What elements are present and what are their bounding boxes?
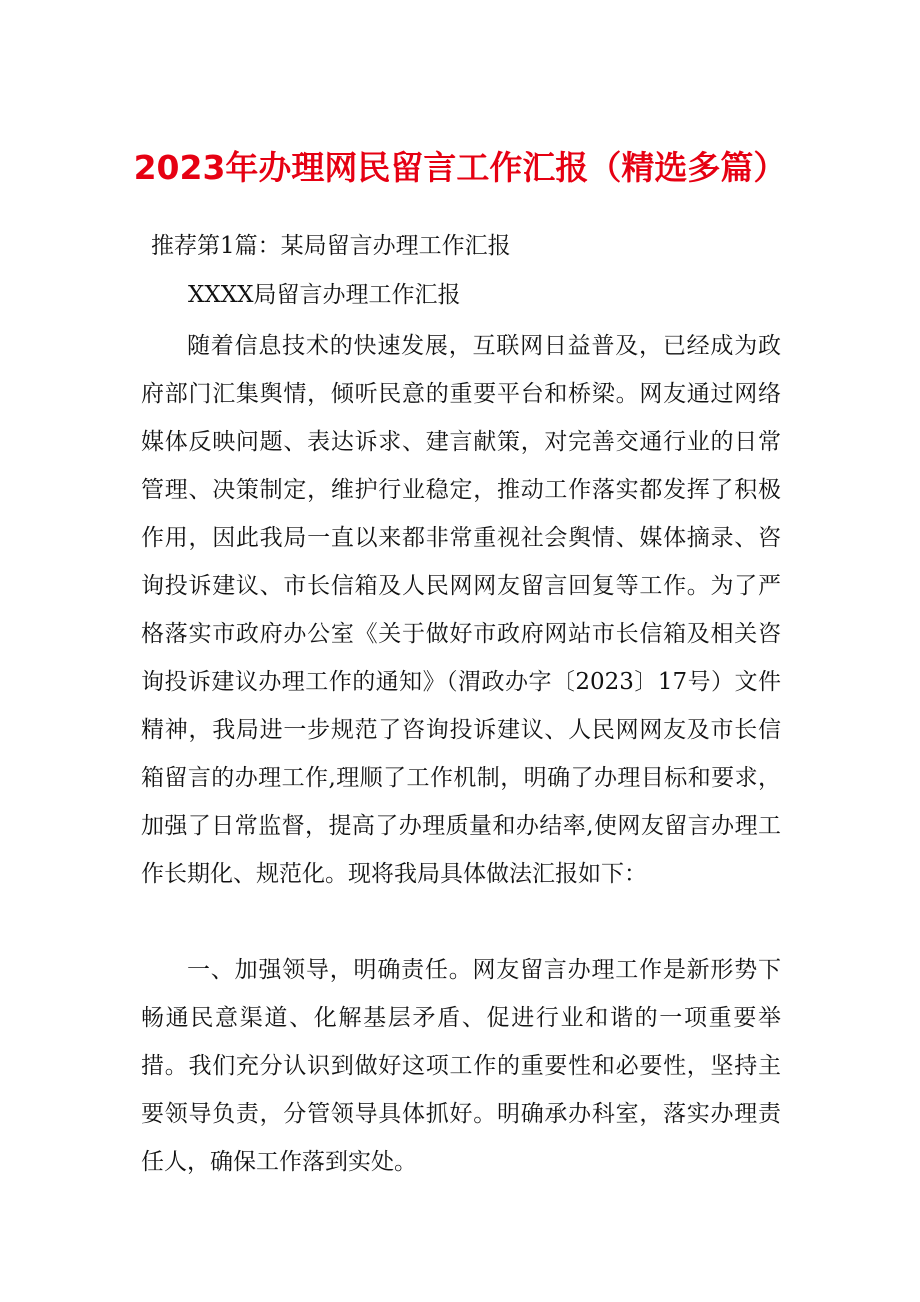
article-subheading: 推荐第1篇：某局留言办理工作汇报: [151, 233, 511, 259]
body-paragraph-intro: 随着信息技术的快速发展，互联网日益普及，已经成为政府部门汇集舆情，倾听民意的重要平台和桥梁。网友通过网络媒体反映问题、表达诉求、建言献策，对完善交通行业的日常管理、决策制定，维护行业稳定，推动工作落实都发挥了积极作用，因此我局一直以来都非常重视社会舆情、媒体摘录、咨询投诉建议、市长信箱及人民网网友留言回复等工作。为了严格落实市政府办公室《关于做好市政府网站市长信箱及相关咨询投诉建议办理工作的通知》（渭政办字〔2023〕17号）文件精神，我局进一步规范了咨询投诉建议、人民网网友及市长信箱留言的办理工作,理顺了工作机制，明确了办理目标和要求，加强了日常监督，提高了办理质量和办结率,使网友留言办理工作长期化、规范化。现将我局具体做法汇报如下：: [141, 333, 781, 887]
report-name: XXXX局留言办理工作汇报: [188, 282, 461, 308]
document-title: 2023年办理网民留言工作汇报（精选多篇）: [133, 148, 787, 187]
body-paragraph-section-1: 一、加强领导，明确责任。网友留言办理工作是新形势下畅通民意渠道、化解基层矛盾、促进行业和谐的一项重要举措。我们充分认识到做好这项工作的重要性和必要性，坚持主要领导负责，分管领导具体抓好。明确承办科室，落实办理责任人，确保工作落到实处。: [141, 957, 781, 1175]
